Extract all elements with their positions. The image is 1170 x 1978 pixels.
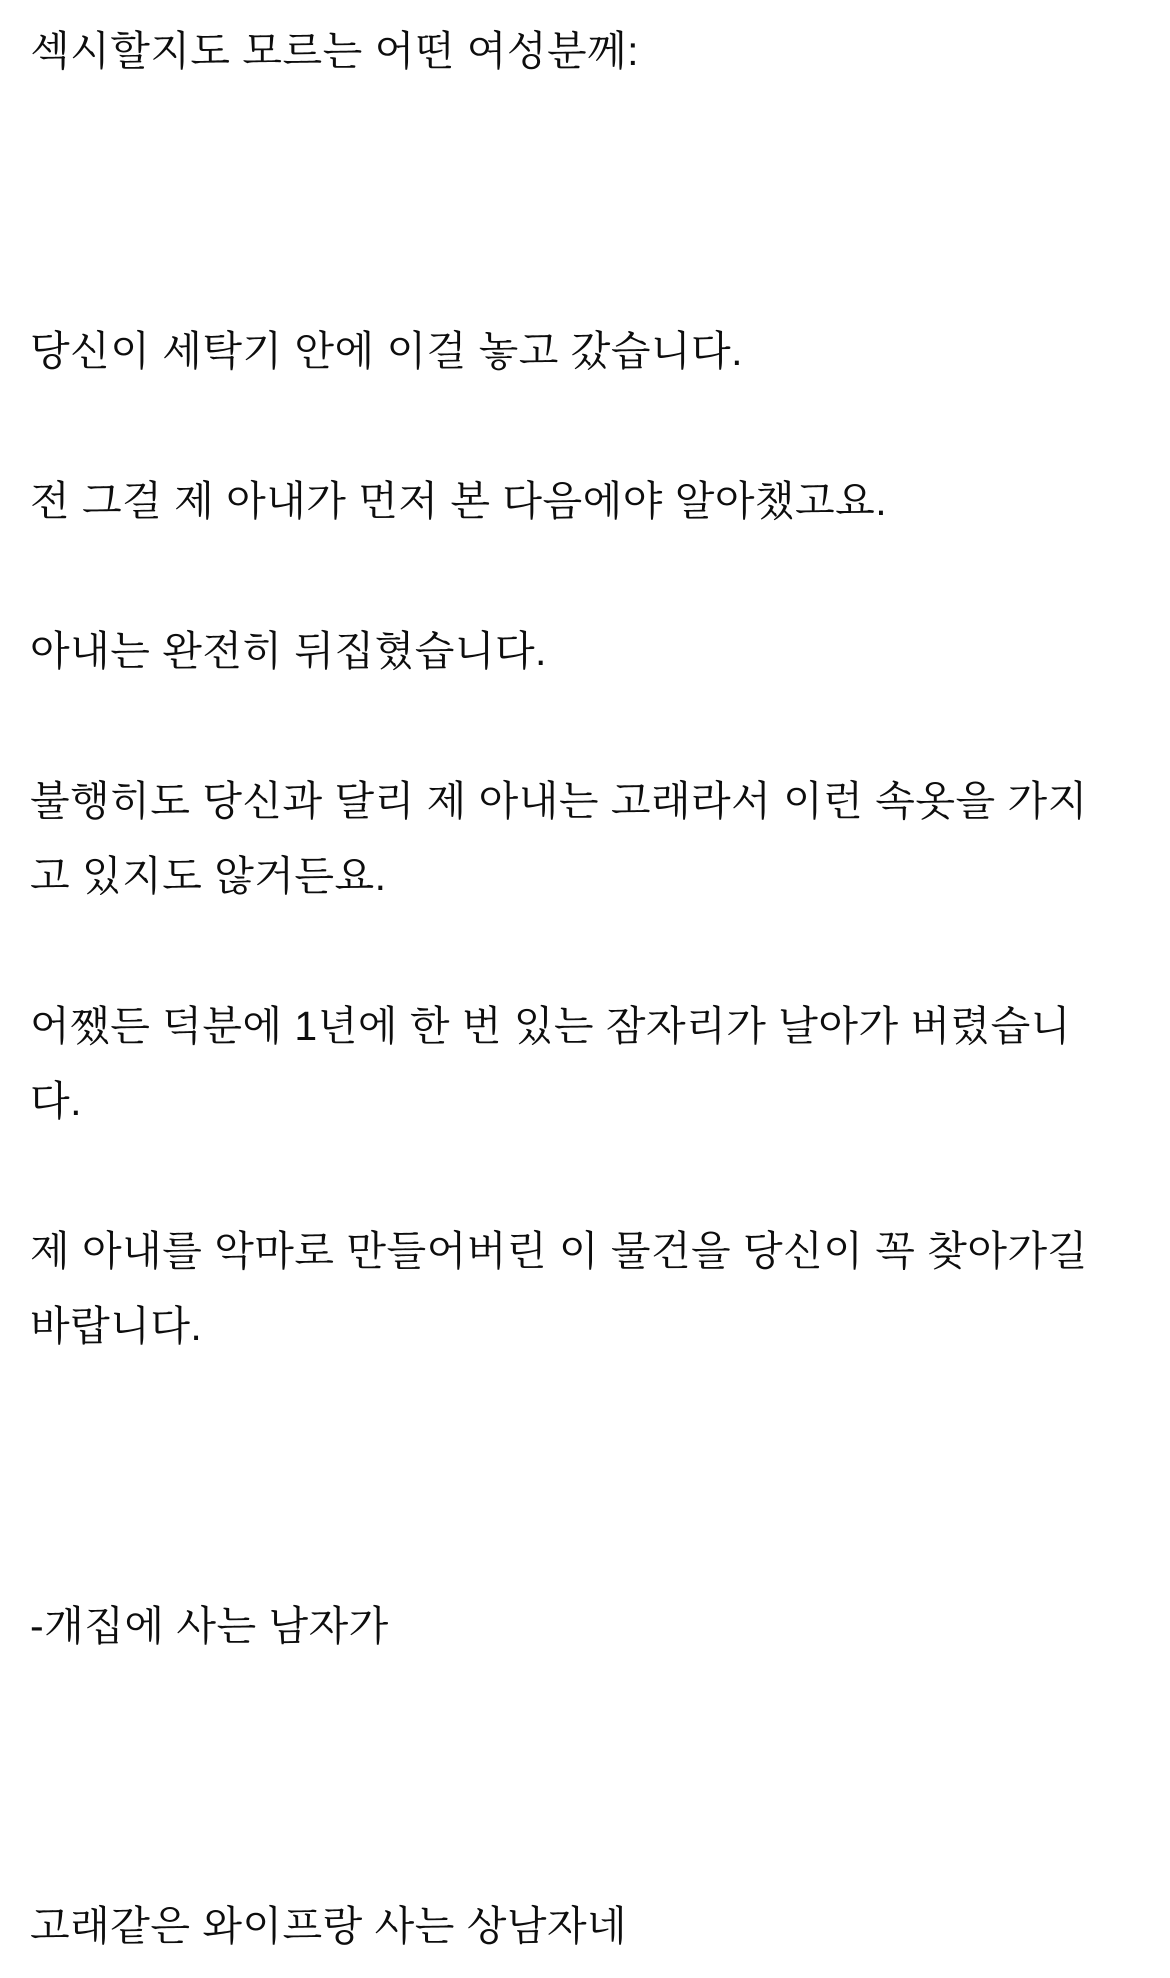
paragraph-line-wrap: 고 있지도 않거든요. xyxy=(30,853,387,899)
signature-line: -개집에 사는 남자가 xyxy=(30,1603,389,1649)
paragraph-line: 제 아내를 악마로 만들어버린 이 물건을 당신이 꼭 찾아가길 xyxy=(30,1228,1088,1274)
comment-line: 고래같은 와이프랑 사는 상남자네 xyxy=(30,1903,628,1949)
paragraph-line: 전 그걸 제 아내가 먼저 본 다음에야 알아챘고요. xyxy=(30,478,888,524)
salutation-line: 섹시할지도 모르는 어떤 여성분께: xyxy=(30,28,640,74)
paragraph-line: 어쨌든 덕분에 1년에 한 번 있는 잠자리가 날아가 버렸습니 xyxy=(30,1003,1071,1049)
paragraph-line: 불행히도 당신과 달리 제 아내는 고래라서 이런 속옷을 가지 xyxy=(30,778,1088,824)
paragraph-line: 당신이 세탁기 안에 이걸 놓고 갔습니다. xyxy=(30,328,744,374)
paragraph-line-wrap: 다. xyxy=(30,1078,82,1124)
paragraph-line: 아내는 완전히 뒤집혔습니다. xyxy=(30,628,547,674)
paragraph-line-wrap: 바랍니다. xyxy=(30,1303,203,1349)
